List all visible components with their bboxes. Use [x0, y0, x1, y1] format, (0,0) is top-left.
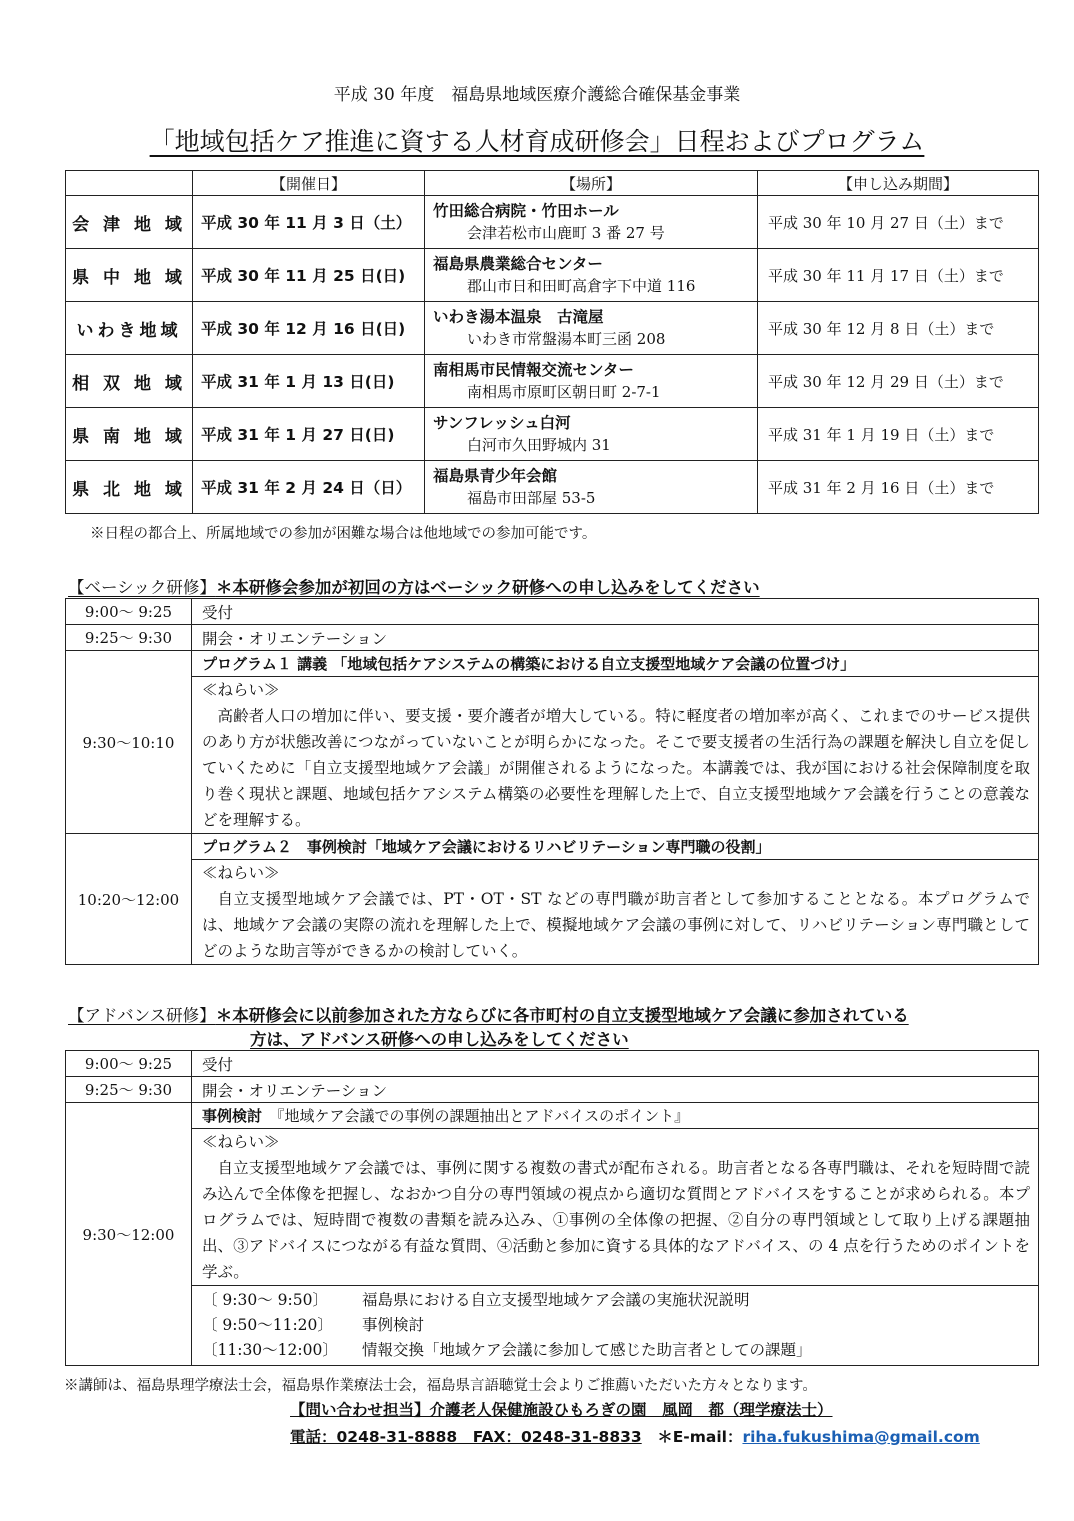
program-description: [192, 1129, 1039, 1286]
timetable-row: [66, 625, 1039, 651]
schedule-header-region: [66, 171, 193, 196]
basic-course-label: 【ベーシック研修】: [68, 578, 216, 597]
document-title-text: 「地域包括ケア推進に資する人材育成研修会」日程およびプログラム: [149, 127, 925, 156]
event-date: 平成 31 年 2 月 24 日（日）: [193, 461, 425, 514]
timetable-row: [66, 1051, 1039, 1077]
application-deadline: 平成 30 年 10 月 27 日（土）まで: [758, 196, 1039, 249]
session-text: 情報交換「地域ケア会議に参加して感じた助言者としての課題」: [362, 1341, 812, 1359]
timetable-row: [66, 1077, 1039, 1103]
aim-label: ≪ねらい≫: [202, 681, 280, 699]
venue-address: いわき市常盤湯本町三函 208: [467, 330, 666, 348]
timetable-row: [66, 599, 1039, 625]
advance-course-heading-2: [250, 1026, 629, 1050]
aim-label: ≪ねらい≫: [202, 864, 280, 882]
application-deadline: 平成 30 年 11 月 17 日（土）まで: [758, 249, 1039, 302]
venue: [425, 408, 758, 461]
email-link[interactable]: riha.fukushima@gmail.com: [742, 1428, 980, 1446]
event-date: 平成 31 年 1 月 27 日(日): [193, 408, 425, 461]
venue-address: 白河市久田野城内 31: [467, 436, 611, 454]
aim-text: 高齢者人口の増加に伴い、要支援・要介護者が増大している。特に軽度者の増加率が高く、これまでのサービス提供のあり方が状態改善につながっていないことが明らかになった。そこで要支援者の生活行為の課題を解決し自立を促していくために「自立支援型地域ケア会議」が開催されるようになった。本講義では、我が国における社会保障制度を取り巻く現状と課題、地域包括ケアシステム構築の必要性を理解した上で、自立支援型地域ケア会議を行うことの意義などを理解する。: [202, 707, 1030, 829]
aim-text: 自立支援型地域ケア会議では、PT・OT・ST などの専門職が助言者として参加することとなる。本プログラムでは、地域ケア会議の実際の流れを理解した上で、模擬地域ケア会議の事例に対して、リハビリテーション専門職としてどのような助言等ができるかの検討していく。: [202, 890, 1030, 960]
program-description: [192, 860, 1039, 965]
activity: 開会・オリエンテーション: [192, 625, 1039, 651]
time-slot: 9:30～10:10: [66, 651, 192, 834]
advance-course-label: 【アドバンス研修】: [68, 1006, 216, 1025]
venue-address: 南相馬市原町区朝日町 2-7-1: [467, 383, 661, 401]
schedule-header-deadline: 【申し込み期間】: [758, 171, 1039, 196]
program-title-label: 事例検討: [202, 1107, 263, 1125]
venue: [425, 461, 758, 514]
schedule-row: [66, 302, 1039, 355]
aim-text: 自立支援型地域ケア会議では、事例に関する複数の書式が配布される。助言者となる各専門職は、それを短時間で読み込んで全体像を把握し、なおかつ自分の専門領域の視点から適切な質問とアドバイスをすることが求められる。本プログラムでは、短時間で複数の書類を読み込み、①事例の全体像の把握、②自分の専門領域として取り上げる課題抽出、③アドバイスにつながる有益な質問、④活動と参加に資する具体的なアドバイス、の 4 点を行うためのポイントを学ぶ。: [202, 1159, 1030, 1281]
contact-person: 【問い合わせ担当】介護老人保健施設ひもろぎの園 風岡 都（理学療法士）: [290, 1401, 833, 1419]
event-date: 平成 30 年 11 月 25 日(日): [193, 249, 425, 302]
time-slot: 10:20～12:00: [66, 834, 192, 965]
timetable-row: [66, 1129, 1039, 1286]
document-title: [0, 122, 1074, 158]
advance-course-table: [65, 1050, 1039, 1366]
region-name: 県 北 地 域: [66, 461, 193, 514]
schedule-row: [66, 249, 1039, 302]
timetable-row: [66, 677, 1039, 834]
venue-name: 南相馬市民情報交流センター: [433, 361, 634, 379]
timetable-row: [66, 834, 1039, 860]
contact-details: [290, 1425, 980, 1447]
program-description: [192, 677, 1039, 834]
event-date: 平成 30 年 11 月 3 日（土）: [193, 196, 425, 249]
schedule-header-date: 【開催日】: [193, 171, 425, 196]
session-line: [202, 1288, 1030, 1313]
session-time: 〔 9:50～11:20〕: [202, 1316, 333, 1334]
session-time: 〔 9:30～ 9:50〕: [202, 1291, 328, 1309]
schedule-row: [66, 355, 1039, 408]
time-slot: 9:00～ 9:25: [66, 1051, 192, 1077]
phone-fax: 電話：0248-31-8888 FAX：0248-31-8833: [290, 1428, 642, 1446]
region-name: 会 津 地 域: [66, 196, 193, 249]
activity: 受付: [192, 599, 1039, 625]
region-name: いわき地域: [66, 302, 193, 355]
session-text: 福島県における自立支援型地域ケア会議の実施状況説明: [362, 1291, 750, 1309]
application-deadline: 平成 30 年 12 月 29 日（土）まで: [758, 355, 1039, 408]
region-name: 県 南 地 域: [66, 408, 193, 461]
time-slot: 9:25～ 9:30: [66, 1077, 192, 1103]
program-title: プログラム２ 事例検討「地域ケア会議におけるリハビリテーション専門職の役割」: [192, 834, 1039, 860]
venue-name: 福島県農業総合センター: [433, 255, 603, 273]
timetable-row: [66, 1286, 1039, 1366]
time-slot: 9:25～ 9:30: [66, 625, 192, 651]
region-name: 相 双 地 域: [66, 355, 193, 408]
region-name: 県 中 地 域: [66, 249, 193, 302]
venue-name: いわき湯本温泉 古滝屋: [433, 308, 604, 326]
venue: [425, 249, 758, 302]
email-label: ＊E-mail：: [641, 1428, 743, 1446]
schedule-table: [65, 170, 1039, 514]
time-slot: 9:30～12:00: [66, 1103, 192, 1366]
venue-name: 福島県青少年会館: [433, 467, 558, 485]
schedule-row: [66, 461, 1039, 514]
event-date: 平成 30 年 12 月 16 日(日): [193, 302, 425, 355]
session-breakdown: [192, 1286, 1039, 1366]
venue-address: 郡山市日和田町高倉字下中道 116: [467, 277, 696, 295]
program-title: [192, 1103, 1039, 1129]
basic-course-heading: [68, 574, 760, 598]
advance-course-instruction-1: ＊本研修会に以前参加された方ならびに各市町村の自立支援型地域ケア会議に参加されている: [215, 1006, 909, 1025]
application-deadline: 平成 31 年 2 月 16 日（土）まで: [758, 461, 1039, 514]
basic-course-table: [65, 598, 1039, 965]
schedule-header-place: 【場所】: [425, 171, 758, 196]
lecturer-note: ※講師は、福島県理学療法士会，福島県作業療法士会，福島県言語聴覚士会よりご推薦いただいた方々となります。: [64, 1378, 817, 1394]
venue: [425, 196, 758, 249]
timetable-row: [66, 860, 1039, 965]
basic-course-instruction: ＊本研修会参加が初回の方はベーシック研修への申し込みをしてください: [215, 578, 760, 597]
program-title-text: 『地域ケア会議での事例の課題抽出とアドバイスのポイント』: [262, 1107, 690, 1125]
schedule-row: [66, 196, 1039, 249]
session-line: [202, 1338, 1030, 1363]
aim-label: ≪ねらい≫: [202, 1133, 280, 1151]
timetable-row: [66, 651, 1039, 677]
venue: [425, 355, 758, 408]
venue-address: 会津若松市山鹿町 3 番 27 号: [467, 224, 665, 242]
activity: 開会・オリエンテーション: [192, 1077, 1039, 1103]
event-date: 平成 31 年 1 月 13 日(日): [193, 355, 425, 408]
schedule-row: [66, 408, 1039, 461]
advance-course-heading: [68, 1002, 909, 1026]
activity: 受付: [192, 1051, 1039, 1077]
venue-name: 竹田総合病院・竹田ホール: [433, 202, 619, 220]
program-title: プログラム１ 講義 「地域包括ケアシステムの構築における自立支援型地域ケア会議の位置づけ」: [192, 651, 1039, 677]
venue-address: 福島市田部屋 53-5: [467, 489, 596, 507]
application-deadline: 平成 30 年 12 月 8 日（土）まで: [758, 302, 1039, 355]
session-text: 事例検討: [362, 1316, 425, 1334]
schedule-note: ※日程の都合上、所属地域での参加が困難な場合は他地域での参加可能です。: [90, 526, 597, 542]
application-deadline: 平成 31 年 1 月 19 日（土）まで: [758, 408, 1039, 461]
document-subtitle: 平成 30 年度 福島県地域医療介護総合確保基金事業: [333, 85, 741, 105]
session-time: 〔11:30～12:00〕: [202, 1341, 338, 1359]
advance-course-instruction-2: 方は、アドバンス研修への申し込みをしてください: [250, 1030, 629, 1049]
venue: [425, 302, 758, 355]
schedule-header-row: [66, 171, 1039, 196]
time-slot: 9:00～ 9:25: [66, 599, 192, 625]
session-line: [202, 1313, 1030, 1338]
timetable-row: [66, 1103, 1039, 1129]
venue-name: サンフレッシュ白河: [433, 414, 571, 432]
